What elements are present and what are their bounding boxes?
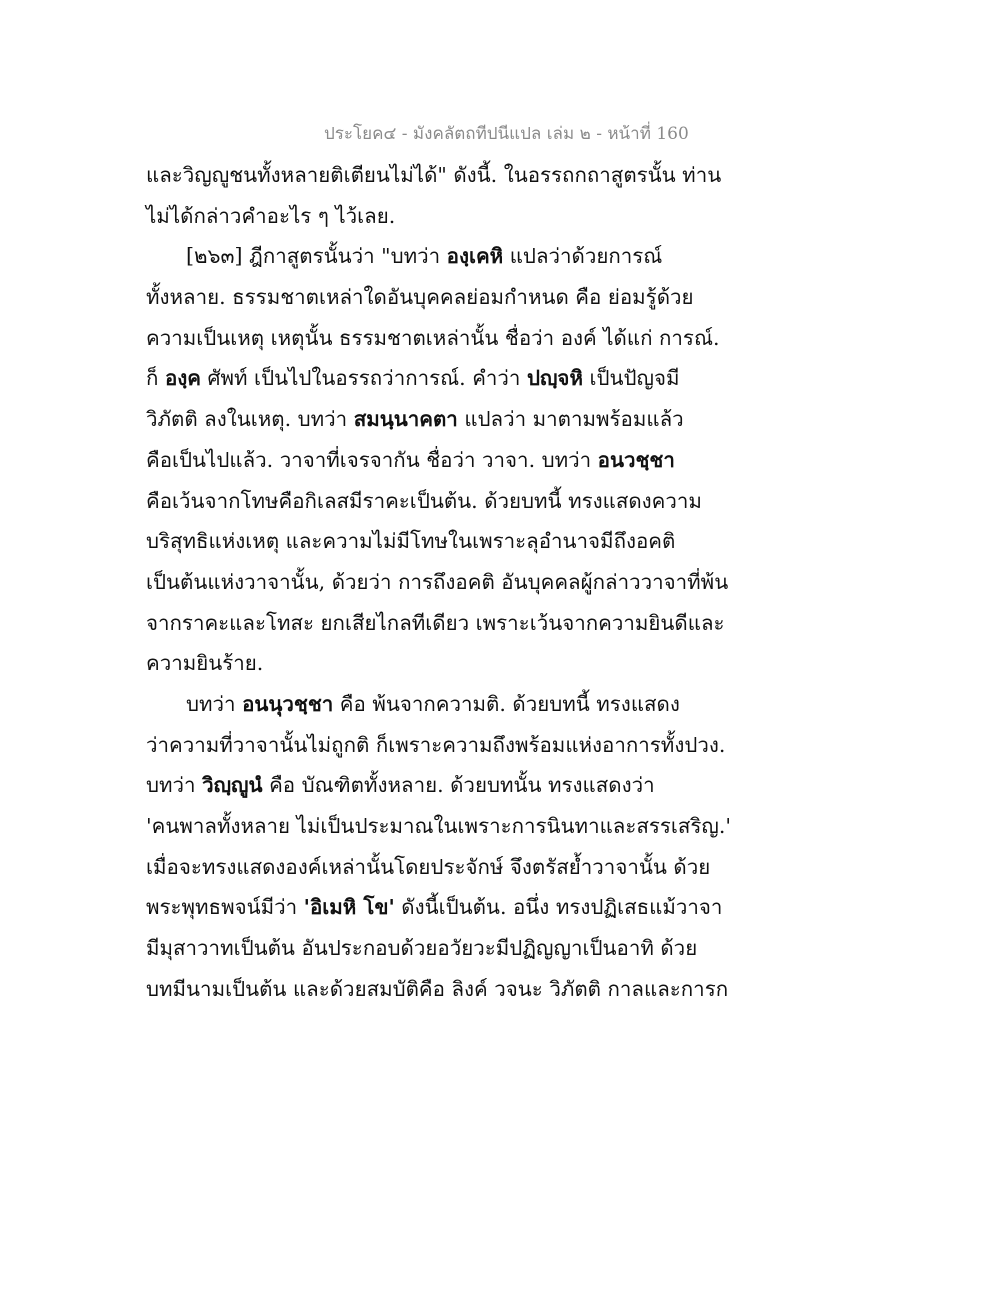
pali-term: องฺเคหิ — [446, 244, 504, 269]
pali-term: สมนฺนาคตา — [353, 407, 458, 432]
text-segment: คือ บัณฑิตทั้งหลาย. ด้วยบทนั้น ทรงแสดงว่า — [262, 773, 655, 798]
text-segment: ความเป็นเหตุ เหตุนั้น ธรรมชาตเหล่านั้น ชื่อว่า องค์ ได้แก่ การณ์. — [146, 325, 720, 350]
text-line — [146, 196, 746, 237]
text-line — [146, 399, 746, 440]
running-head: ประโยค๔ - มังคลัตถทีปนีแปล เล่ม ๒ - หน้าที่ 160 — [324, 124, 689, 144]
text-line — [146, 155, 746, 196]
text-segment: ทั้งหลาย. ธรรมชาตเหล่าใดอันบุคคลย่อมกำหนด คือ ย่อมรู้ด้วย — [146, 285, 694, 310]
text-segment: บทว่า — [146, 773, 203, 798]
text-line — [146, 236, 746, 277]
text-line — [146, 440, 746, 481]
text-line — [146, 521, 746, 562]
text-line — [146, 725, 746, 766]
text-line — [146, 887, 746, 928]
text-segment: ดังนี้เป็นต้น. อนึ่ง ทรงปฏิเสธแม้วาจา — [394, 895, 723, 920]
text-line — [146, 643, 746, 684]
text-segment: ว่าความที่วาจานั้นไม่ถูกติ ก็เพราะความถึงพร้อมแห่งอาการทั้งปวง. — [146, 732, 726, 757]
text-line — [146, 603, 746, 644]
text-segment: [๒๖๓] ฎีกาสูตรนั้นว่า "บทว่า — [186, 244, 447, 269]
pali-term: องฺค — [164, 366, 201, 391]
text-line — [146, 481, 746, 522]
text-segment: คือเว้นจากโทษคือกิเลสมีราคะเป็นต้น. ด้วยบทนี้ ทรงแสดงความ — [146, 488, 702, 513]
text-segment: เป็นปัญจมี — [582, 366, 680, 391]
text-segment: แปลว่าด้วยการณ์ — [503, 244, 663, 269]
text-segment: เป็นต้นแห่งวาจานั้น, ด้วยว่า การถึงอคติ อันบุคคลผู้กล่าววาจาที่พ้น — [146, 569, 729, 594]
text-segment: 'คนพาลทั้งหลาย ไม่เป็นประมาณในเพราะการนินทาและสรรเสริญ.' — [146, 814, 732, 838]
text-line — [146, 358, 746, 399]
text-segment: เมื่อจะทรงแสดงองค์เหล่านั้นโดยประจักษ์ จึงตรัสย้ำวาจานั้น ด้วย — [146, 854, 711, 879]
text-segment: มีมุสาวาทเป็นต้น อันประกอบด้วยอวัยวะมีปฏิญญาเป็นอาทิ ด้วย — [146, 936, 698, 961]
text-line — [146, 928, 746, 969]
pali-term: 'อิเมหิ โข' — [303, 895, 395, 920]
text-line — [146, 765, 746, 806]
pali-term: อนวชฺชา — [597, 447, 675, 472]
text-segment: บริสุทธิแห่งเหตุ และความไม่มีโทษในเพราะลุอำนาจมีถึงอคติ — [146, 529, 676, 554]
text-segment: พระพุทธพจน์มีว่า — [146, 895, 304, 920]
text-segment: บทมีนามเป็นต้น และด้วยสมบัติคือ ลิงค์ วจนะ วิภัตติ กาลและการก — [146, 976, 729, 1001]
text-line — [146, 969, 746, 1010]
text-line — [146, 684, 746, 725]
text-segment: ศัพท์ เป็นไปในอรรถว่าการณ์. คำว่า — [200, 366, 527, 391]
text-segment: จากราคะและโทสะ ยกเสียไกลทีเดียว เพราะเว้นจากความยินดีและ — [146, 610, 725, 635]
text-line — [146, 847, 746, 888]
text-segment: และวิญญูชนทั้งหลายติเตียนไม่ได้" ดังนี้. ในอรรถกถาสูตรนั้น ท่าน — [146, 163, 722, 187]
text-segment: แปลว่า มาตามพร้อมแล้ว — [457, 407, 684, 432]
pali-term: อนนุวชฺชา — [242, 691, 334, 716]
text-segment: ความยินร้าย. — [146, 651, 264, 676]
text-segment: วิภัตติ ลงในเหตุ. บทว่า — [146, 407, 354, 432]
page-body — [146, 155, 746, 1009]
text-segment: ไม่ได้กล่าวคำอะไร ๆ ไว้เลย. — [146, 203, 396, 228]
text-line — [146, 562, 746, 603]
text-line — [146, 806, 746, 847]
text-line — [146, 318, 746, 359]
text-segment: คือ พ้นจากความติ. ด้วยบทนี้ ทรงแสดง — [333, 691, 680, 716]
text-segment: ก็ — [146, 366, 165, 391]
text-segment: คือเป็นไปแล้ว. วาจาที่เจรจากัน ชื่อว่า วาจา. บทว่า — [146, 447, 598, 472]
pali-term: ปญฺจหิ — [526, 366, 583, 391]
pali-term: วิญฺญูนํ — [202, 773, 263, 798]
text-line — [146, 277, 746, 318]
text-segment: บทว่า — [186, 691, 243, 716]
